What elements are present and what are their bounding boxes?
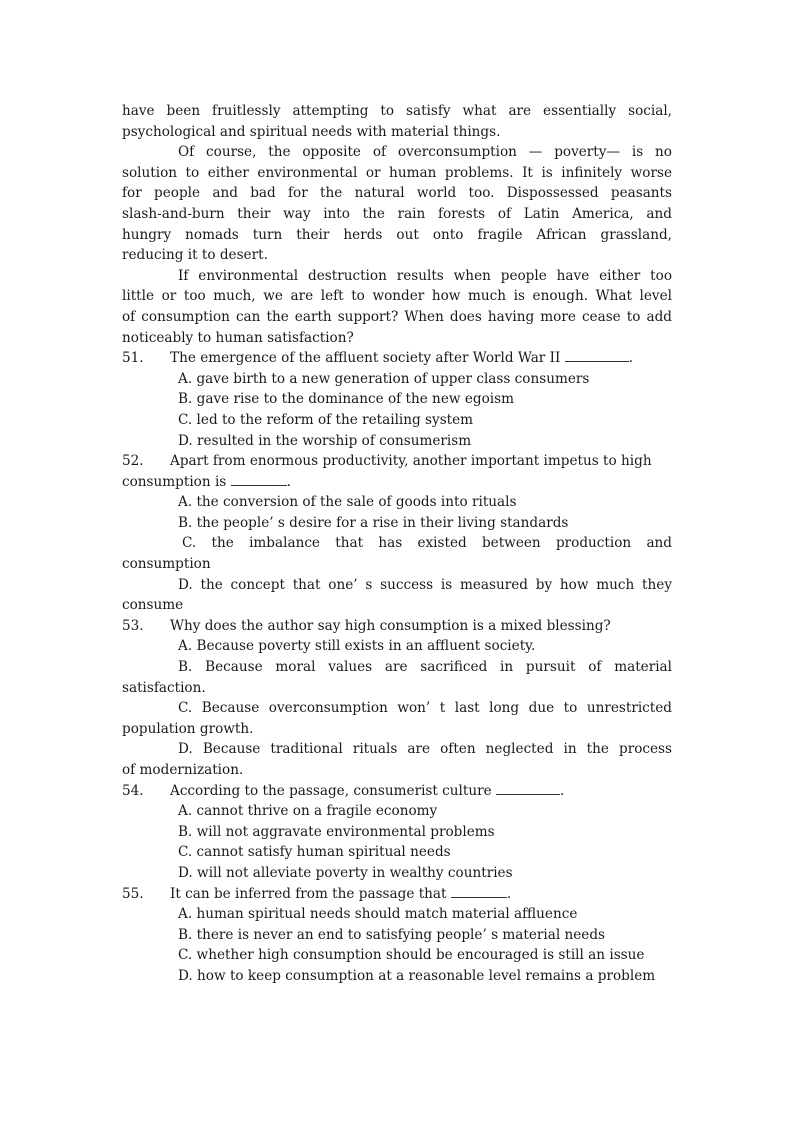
option-55-b[interactable]: B. there is never an end to satisfying people’ s material needs [178, 926, 606, 943]
question-number: 55. [122, 885, 144, 902]
passage-line: noticeably to human satisfaction? [122, 329, 354, 346]
answer-blank [496, 781, 560, 795]
question-55 [122, 884, 672, 905]
question-52-cont [122, 472, 672, 493]
passage-line: for people and bad for the natural world too. Dispossessed peasants [122, 185, 672, 202]
question-stem: According to the passage, consumerist culture [170, 782, 492, 799]
question-number: 52. [122, 453, 144, 470]
passage-line: psychological and spiritual needs with material things. [122, 123, 501, 140]
question-54 [122, 781, 672, 802]
passage-line: of consumption can the earth support? When does having more cease to add [122, 308, 672, 325]
option-51-c[interactable]: C. led to the reform of the retailing system [178, 411, 474, 428]
passage-line: reducing it to desert. [122, 247, 268, 264]
question-stem: It can be inferred from the passage that [170, 885, 447, 902]
option-52-d[interactable]: D. the concept that one’ s success is measured by how much they [178, 576, 672, 593]
option-54-c[interactable]: C. cannot satisfy human spiritual needs [178, 844, 451, 861]
question-stem: The emergence of the affluent society after World War II [170, 350, 561, 367]
question-51 [122, 348, 672, 369]
question-number: 53. [122, 617, 144, 634]
option-53-b[interactable]: B. Because moral values are sacrificed in pursuit of material [178, 659, 672, 676]
question-stem: consumption is [122, 473, 227, 490]
question-number: 54. [122, 782, 144, 799]
question-end: . [560, 782, 565, 799]
option-51-a[interactable]: A. gave birth to a new generation of upper class consumers [178, 370, 590, 387]
option-51-d[interactable]: D. resulted in the worship of consumerism [178, 432, 472, 449]
option-55-d[interactable]: D. how to keep consumption at a reasonable level remains a problem [178, 967, 656, 984]
option-53-c-cont[interactable]: population growth. [122, 720, 254, 737]
option-54-a[interactable]: A. cannot thrive on a fragile economy [178, 803, 438, 820]
option-55-c[interactable]: C. whether high consumption should be encouraged is still an issue [178, 947, 645, 964]
document-page [122, 101, 672, 987]
question-stem: Why does the author say high consumption is a mixed blessing? [170, 617, 611, 634]
question-end: . [628, 350, 634, 367]
option-52-c[interactable]: C. the imbalance that has existed between production and [182, 535, 672, 552]
answer-blank [231, 472, 287, 486]
answer-blank [565, 348, 629, 362]
option-54-d[interactable]: D. will not alleviate poverty in wealthy countries [178, 864, 513, 881]
question-53 [122, 616, 672, 637]
option-53-c[interactable]: C. Because overconsumption won’ t last long due to unrestricted [178, 700, 672, 717]
answer-blank [451, 884, 507, 898]
option-53-d-cont[interactable]: of modernization. [122, 762, 244, 778]
question-end: . [506, 885, 512, 902]
passage-line: Of course, the opposite of overconsumption — poverty— is no [178, 144, 672, 161]
option-53-d[interactable]: D. Because traditional rituals are often neglected in the process [178, 741, 672, 758]
passage-line: little or too much, we are left to wonder how much is enough. What level [122, 288, 672, 305]
question-stem: Apart from enormous productivity, another important impetus to high [170, 453, 652, 470]
passage-line: If environmental destruction results when people have either too [178, 267, 672, 284]
passage-line: slash-and-burn their way into the rain forests of Latin America, and [122, 205, 672, 222]
passage-line: solution to either environmental or human problems. It is infinitely worse [122, 164, 672, 181]
option-53-b-cont[interactable]: satisfaction. [122, 679, 206, 696]
passage-line: hungry nomads turn their herds out onto fragile African grassland, [122, 226, 672, 243]
passage-line: have been fruitlessly attempting to satisfy what are essentially social, [122, 103, 672, 119]
question-52 [122, 451, 672, 472]
option-53-a[interactable]: A. Because poverty still exists in an affluent society. [178, 638, 536, 655]
option-52-c-cont[interactable]: consumption [122, 556, 211, 573]
option-51-b[interactable]: B. gave rise to the dominance of the new egoism [178, 391, 514, 408]
option-52-d-cont[interactable]: consume [122, 597, 184, 614]
question-end: . [286, 473, 291, 490]
option-54-b[interactable]: B. will not aggravate environmental problems [178, 823, 495, 840]
option-52-b[interactable]: B. the people’ s desire for a rise in their living standards [178, 514, 569, 531]
option-52-a[interactable]: A. the conversion of the sale of goods into rituals [178, 494, 517, 511]
option-55-a[interactable]: A. human spiritual needs should match material affluence [178, 906, 578, 923]
question-number: 51. [122, 350, 144, 367]
